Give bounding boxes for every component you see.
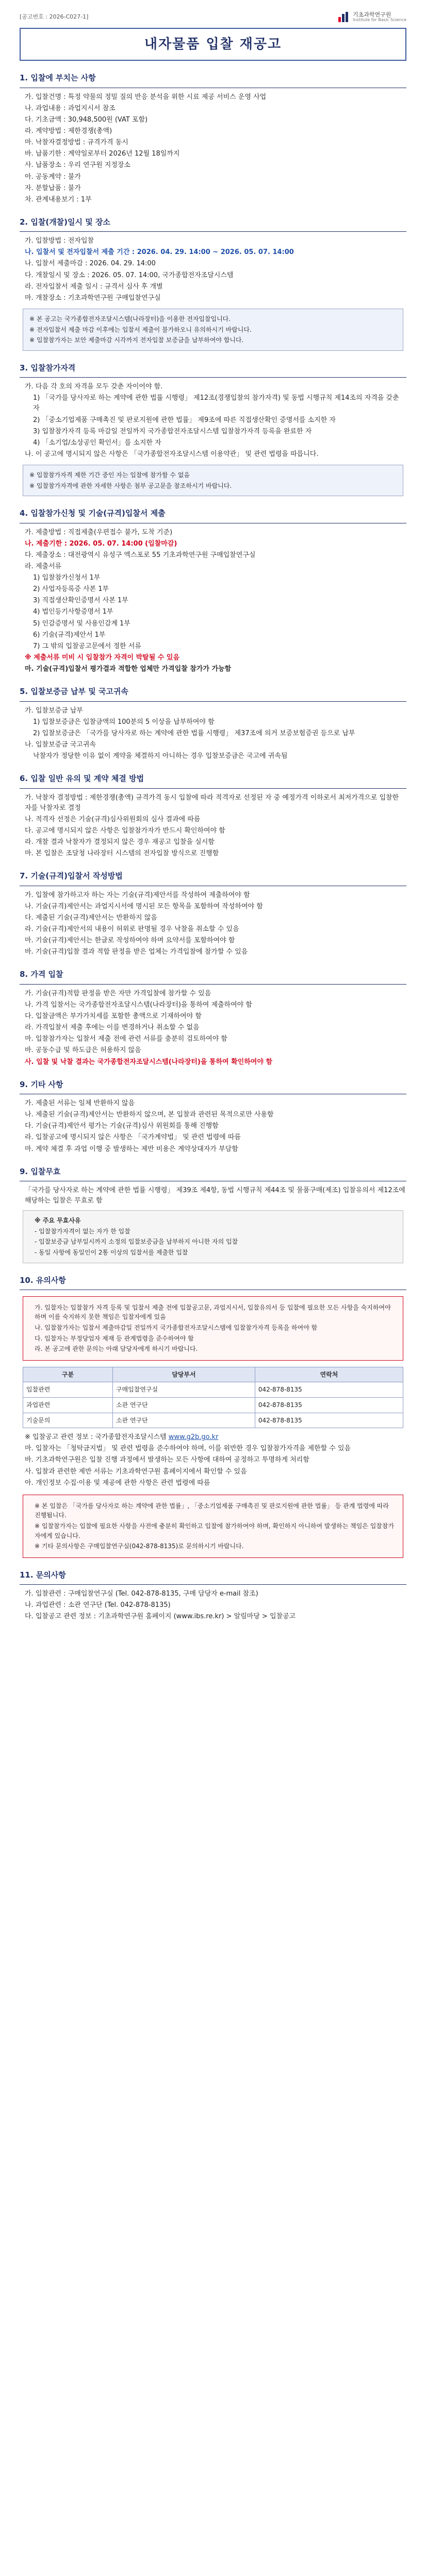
section-1-title: 1. 입찰에 부치는 사항 (20, 72, 406, 88)
box-line: ※ 주요 무효사유 (35, 1217, 81, 1225)
s9-line: 마. 계약 체결 후 과업 이행 중 발생하는 제반 비용은 계약상대자가 부담함 (25, 1145, 238, 1153)
section-invalid-title: 9. 입찰무효 (20, 1166, 406, 1181)
s4-line: 7) 그 밖의 입찰공고문에서 정한 서류 (33, 642, 141, 650)
table-header-cell: 담당부서 (112, 1367, 255, 1382)
caution-line: 다. 입찰자는 부정당업자 제재 등 관계법령을 준수하여야 함 (35, 1334, 194, 1342)
s4-line: 라. 제출서류 (25, 562, 62, 570)
s6-line: 가. 낙찰자 결정방법 : 제한경쟁(총액) 규격가격 동시 입찰에 따라 적격자로 선정된 자 중 예정가격 이하로서 최저가격으로 입찰한 자를 낙찰자로 결정 (25, 793, 399, 812)
g2b-link-row (20, 1432, 406, 1443)
section-2-title: 2. 입찰(개찰)일시 및 장소 (20, 216, 406, 232)
s4-warning: ※ 제출서류 미비 시 입찰참가 자격이 박탈될 수 있음 (25, 654, 180, 662)
section-invalid (20, 1166, 406, 1263)
page-title: 내자물품 입찰 재공고 (144, 37, 282, 52)
notice-line: ※ 본 공고는 국가종합전자조달시스템(나라장터)을 이용한 전자입찰입니다. (29, 315, 231, 323)
s9-line: 다. 기술(규격)제안서 평가는 기술(규격)심사 위원회를 통해 진행함 (25, 1122, 219, 1130)
s7-line: 가. 입찰에 참가하고자 하는 자는 기술(규격)제안서를 작성하여 제출하여야 함 (25, 891, 250, 899)
s1-line: 바. 납품기한 : 계약일로부터 2026년 12월 18일까지 (25, 150, 180, 158)
s7-line: 나. 기술(규격)제안서는 과업지시서에 명시된 모든 항목을 포함하여 작성하여야 함 (25, 902, 263, 910)
caution-line: 가. 입찰자는 입찰참가 자격 등록 및 입찰서 제출 전에 입찰공고문, 과업지시서, 입찰유의서 등 입찰에 필요한 모든 사항을 숙지하여야 하며 이를 숙지하지 못한 책임은 입찰자에게 있음 (35, 1303, 391, 1321)
legal-line: ※ 기타 문의사항은 구매입찰연구실(042-878-8135)로 문의하시기 바랍니다. (35, 1543, 244, 1550)
section-contact (20, 1569, 406, 1622)
section-4 (20, 507, 406, 674)
s5-line: 2) 입찰보증금은 「국가를 당사자로 하는 계약에 관한 법률 시행령」 제37조에 의거 보증보험증권 등으로 납부 (33, 729, 355, 737)
table-cell: 기술문의 (23, 1413, 113, 1428)
s5-line: 낙찰자가 정당한 이유 없이 계약을 체결하지 아니하는 경우 입찰보증금은 국고에 귀속됨 (33, 752, 288, 760)
s3-line: 2) 「중소기업제품 구매촉진 및 판로지원에 관한 법률」 제9조에 따른 직접생산확인 증명서를 소지한 자 (33, 416, 336, 424)
section-4-title: 4. 입찰참가신청 및 기술(규격)입찰서 제출 (20, 507, 406, 523)
s4-line: 2) 사업자등록증 사본 1부 (33, 585, 109, 594)
s3-line: 1) 「국가를 당사자로 하는 계약에 관한 법률 시행령」 제12조(경쟁입찰의 참가자격) 및 동법 시행규칙 제14조의 자격을 갖춘 자 (33, 394, 399, 413)
s1-line: 다. 기초금액 : 30,948,500원 (VAT 포함) (25, 115, 148, 124)
table-cell: 042-878-8135 (255, 1397, 403, 1413)
s6-line: 다. 공고에 명시되지 않은 사항은 입찰참가자가 반드시 확인하여야 함 (25, 826, 225, 835)
s4-line: 가. 제출방법 : 직접제출(우편접수 불가, 도착 기준) (25, 528, 173, 536)
s9-line: 가. 제출된 서류는 일체 반환하지 않음 (25, 1099, 135, 1107)
s4-line: 1) 입찰참가신청서 1부 (33, 574, 101, 582)
s3-line: 가. 다음 각 호의 자격을 모두 갖춘 자이어야 함. (25, 383, 163, 391)
section-6-title: 6. 입찰 일반 유의 및 계약 체결 방법 (20, 773, 406, 788)
notice-line: ※ 입찰참가자격에 관한 자세한 사항은 첨부 공고문을 참조하시기 바랍니다. (29, 482, 232, 489)
s1-line: 라. 계약방법 : 제한경쟁(총액) (25, 127, 112, 135)
s1-line: 아. 공동계약 : 불가 (25, 173, 81, 181)
s2-highlight: 나. 입찰서 및 전자입찰서 제출 기간 : 2026. 04. 29. 14:00 ~ 2026. 05. 07. 14:00 (25, 248, 294, 257)
s5-line: 나. 입찰보증금 국고귀속 (25, 741, 96, 749)
cautions-red-box (23, 1296, 403, 1361)
s1-line: 나. 과업내용 : 과업지시서 참조 (25, 104, 116, 112)
top-bar (20, 11, 406, 23)
s2-line: 라. 전자입찰서 제출 일시 : 규격서 심사 후 개별 (25, 282, 163, 291)
s9-line: 라. 입찰공고에 명시되지 않은 사항은 「국가계약법」 및 관련 법령에 따름 (25, 1133, 241, 1142)
s10-line: 「국가를 당사자로 하는 계약에 관한 법률 시행령」 제39조 제4항, 동법 시행규칙 제44조 및 물품구매(제조) 입찰유의서 제12조에 해당하는 입찰은 무효로 함 (25, 1186, 405, 1205)
section-5-title: 5. 입찰보증금 납부 및 국고귀속 (20, 686, 406, 701)
s4-deadline: 나. 제출기한 : 2026. 05. 07. 14:00 (입찰마감) (25, 539, 177, 548)
g2b-link-label: ※ 입찰공고 관련 정보 : 국가종합전자조달시스템 (25, 1433, 167, 1442)
table-row (23, 1413, 403, 1428)
contact-line: 다. 입찰공고 관련 정보 : 기초과학연구원 홈페이지 (www.ibs.re.kr) > 알림마당 > 입찰공고 (25, 1613, 296, 1621)
s12-line: 사. 입찰과 관련한 제반 서류는 기초과학연구원 홈페이지에서 확인할 수 있음 (25, 1467, 247, 1476)
legal-line: ※ 입찰참가자는 입찰에 필요한 사항을 사전에 충분히 확인하고 입찰에 참가하여야 하며, 확인하지 아니하여 발생하는 책임은 입찰참가자에게 있습니다. (35, 1522, 395, 1539)
contact-line: 나. 과업관련 : 소관 연구단 (Tel. 042-878-8135) (25, 1601, 171, 1609)
table-cell: 042-878-8135 (255, 1382, 403, 1398)
legal-line: ※ 본 입찰은 「국가를 당사자로 하는 계약에 관한 법률」, 「중소기업제품 구매촉진 및 판로지원에 관한 법률」 등 관계 법령에 따라 진행됩니다. (35, 1502, 389, 1519)
s3-line: 4) 「소기업/소상공인 확인서」를 소지한 자 (33, 438, 161, 447)
notice-box-1 (23, 309, 403, 351)
caution-line: 나. 입찰참가자는 입찰서 제출마감일 전일까지 국가종합전자조달시스템에 입찰참가자격 등록을 하여야 함 (35, 1324, 318, 1331)
s7-line: 바. 기술(규격)입찰 결과 적합 판정을 받은 업체는 가격입찰에 참가할 수 있음 (25, 948, 248, 956)
table-cell: 구매입찰연구실 (112, 1382, 255, 1398)
s6-line: 라. 개찰 결과 낙찰자가 결정되지 않은 경우 재공고 입찰을 실시함 (25, 838, 215, 846)
table-cell: 소관 연구단 (112, 1397, 255, 1413)
s7-line: 라. 기술(규격)제안서의 내용이 허위로 판명될 경우 낙찰을 취소할 수 있음 (25, 925, 239, 934)
ibs-logo-icon (338, 12, 350, 22)
box-line: - 동일 사항에 동일인이 2통 이상의 입찰서를 제출한 입찰 (35, 1248, 188, 1256)
logo-subtitle: Institute for Basic Science (352, 17, 406, 22)
box-line: - 입찰참가자격이 없는 자가 한 입찰 (35, 1227, 130, 1235)
section-cautions-title: 10. 유의사항 (20, 1275, 406, 1290)
s12-line: 바. 기초과학연구원은 입찰 진행 과정에서 발생하는 모든 사항에 대하여 공정하고 투명하게 처리함 (25, 1456, 309, 1464)
g2b-link[interactable]: www.g2b.go.kr (168, 1433, 219, 1442)
section-6 (20, 773, 406, 859)
logo-text (353, 12, 406, 23)
table-header-cell: 구분 (23, 1367, 113, 1382)
s8-line: 라. 가격입찰서 제출 후에는 이를 변경하거나 취소할 수 없음 (25, 1024, 200, 1032)
s7-line: 다. 제출된 기술(규격)제안서는 반환하지 않음 (25, 913, 157, 922)
s4-line: 3) 직접생산확인증명서 사본 1부 (33, 597, 128, 605)
s1-line: 마. 낙찰자결정방법 : 규격가격 동시 (25, 139, 128, 147)
s5-line: 가. 입찰보증금 납부 (25, 706, 83, 715)
s4-bold-line: 마. 기술(규격)입찰서 평가결과 적합한 업체만 가격입찰 참가가 가능함 (25, 665, 232, 673)
contact-table (23, 1367, 403, 1428)
legal-notice-box (23, 1495, 403, 1558)
box-line: - 입찰보증금 납부일시까지 소정의 입찰보증금을 납부하지 아니한 자의 입찰 (35, 1238, 238, 1246)
s6-line: 나. 적격자 선정은 기술(규격)심사위원회의 심사 결과에 따름 (25, 815, 201, 823)
section-7 (20, 870, 406, 957)
section-8-title: 8. 가격 입찰 (20, 969, 406, 984)
s2-line: 다. 개찰일시 및 장소 : 2026. 05. 07. 14:00, 국가종합전자조달시스템 (25, 271, 234, 279)
table-row (23, 1382, 403, 1398)
section-8 (20, 969, 406, 1067)
s8-line: 가. 기술(규격)적합 판정을 받은 자만 가격입찰에 참가할 수 있음 (25, 989, 211, 997)
title-box (20, 28, 406, 61)
s4-line: 5) 인감증명서 및 사용인감계 1부 (33, 619, 130, 628)
table-header-cell: 연락처 (255, 1367, 403, 1382)
s6-line: 마. 본 입찰은 조달청 나라장터 시스템의 전자입찰 방식으로 진행함 (25, 850, 219, 858)
logo-name: 기초과학연구원 (352, 11, 391, 18)
s8-red-line: 사. 입찰 및 낙찰 결과는 국가종합전자조달시스템(나라장터)을 통하여 확인하여야 함 (25, 1058, 273, 1066)
s4-line: 4) 법인등기사항증명서 1부 (33, 608, 113, 616)
s3-line: 나. 이 공고에 명시되지 않은 사항은 「국가종합전자조달시스템 이용약관」 및 관련 법령을 따릅니다. (25, 450, 319, 458)
s7-line: 마. 기술(규격)제안서는 한글로 작성하여야 하며 요약서를 포함하여야 함 (25, 937, 235, 945)
notice-line: ※ 입찰참가자는 보안 제출마감 시각까지 전자입찰 보증금을 납부하여야 합니다. (29, 336, 244, 344)
invalid-reasons-box (23, 1210, 403, 1263)
caution-line: 라. 본 공고에 관한 문의는 아래 담당자에게 하시기 바랍니다. (35, 1345, 198, 1353)
s8-line: 마. 입찰참가자는 입찰서 제출 전에 관련 서류를 충분히 검토하여야 함 (25, 1035, 227, 1043)
s12-line: 아. 개인정보 수집·이용 및 제공에 관한 사항은 관련 법령에 따름 (25, 1479, 210, 1487)
s4-line: 다. 제출장소 : 대전광역시 유성구 엑스포로 55 기초과학연구원 구매입찰연구실 (25, 551, 256, 559)
s1-line: 자. 분할납품 : 불가 (25, 184, 81, 192)
s12-line: 마. 입찰자는 「청탁금지법」 및 관련 법령을 준수하여야 하며, 이를 위반한 경우 입찰참가자격을 제한할 수 있음 (25, 1445, 351, 1453)
section-cautions (20, 1275, 406, 1558)
ibs-logo (338, 12, 406, 23)
notice-line: ※ 전자입찰서 제출 마감 이후에는 입찰서 제출이 불가하오니 유의하시기 바랍니다. (29, 326, 252, 333)
section-contact-title: 11. 문의사항 (20, 1569, 406, 1585)
notice-line: ※ 입찰참가자격 제한 기간 중인 자는 입찰에 참가할 수 없음 (29, 471, 190, 479)
section-7-title: 7. 기술(규격)입찰서 작성방법 (20, 870, 406, 886)
section-9-title: 9. 기타 사항 (20, 1079, 406, 1094)
s1-line: 사. 납품장소 : 우리 연구원 지정장소 (25, 161, 130, 170)
s2-line: 나. 입찰서 제출마감 : 2026. 04. 29. 14:00 (25, 260, 156, 268)
s8-line: 바. 공동수급 및 하도급은 허용하지 않음 (25, 1046, 141, 1055)
section-3-title: 3. 입찰참가자격 (20, 362, 406, 378)
table-cell: 소관 연구단 (112, 1413, 255, 1428)
s3-line: 3) 입찰참가자격 등록 마감일 전일까지 국가종합전자조달시스템 입찰참가자격 등록을 완료한 자 (33, 427, 312, 435)
s2-note: 마. 개찰장소 : 기초과학연구원 구매입찰연구실 (25, 294, 161, 302)
table-cell: 042-878-8135 (255, 1413, 403, 1428)
s1-line: 차. 관계내용보기 : 1부 (25, 195, 92, 204)
s8-line: 다. 입찰금액은 부가가치세를 포함한 총액으로 기재하여야 함 (25, 1012, 202, 1020)
section-5 (20, 686, 406, 761)
s2-line: 가. 입찰방법 : 전자입찰 (25, 237, 94, 245)
section-9 (20, 1079, 406, 1155)
table-cell: 입찰관련 (23, 1382, 113, 1398)
section-1 (20, 72, 406, 205)
s5-line: 1) 입찰보증금은 입찰금액의 100분의 5 이상을 납부하여야 함 (33, 718, 215, 726)
table-cell: 과업관련 (23, 1397, 113, 1413)
table-row (23, 1397, 403, 1413)
s9-line: 나. 제출된 기술(규격)제안서는 반환하지 않으며, 본 입찰과 관련된 목적으로만 사용함 (25, 1111, 274, 1119)
s4-line: 6) 기술(규격)제안서 1부 (33, 631, 106, 639)
section-3 (20, 362, 406, 496)
table-header-row (23, 1367, 403, 1382)
notice-box-2 (23, 465, 403, 496)
s1-line: 가. 입찰건명 : 특정 약물의 정밀 질의 반응 분석을 위한 시료 제공 서비스 운영 사업 (25, 93, 267, 101)
s8-line: 나. 가격 입찰서는 국가종합전자조달시스템(나라장터)을 통하여 제출하여야 함 (25, 1001, 252, 1009)
contact-line: 가. 입찰관련 : 구매입찰연구실 (Tel. 042-878-8135, 구매 담당자 e-mail 참조) (25, 1590, 258, 1598)
doc-number: [공고번호 : 2026-C027-1] (20, 13, 89, 21)
section-2 (20, 216, 406, 351)
